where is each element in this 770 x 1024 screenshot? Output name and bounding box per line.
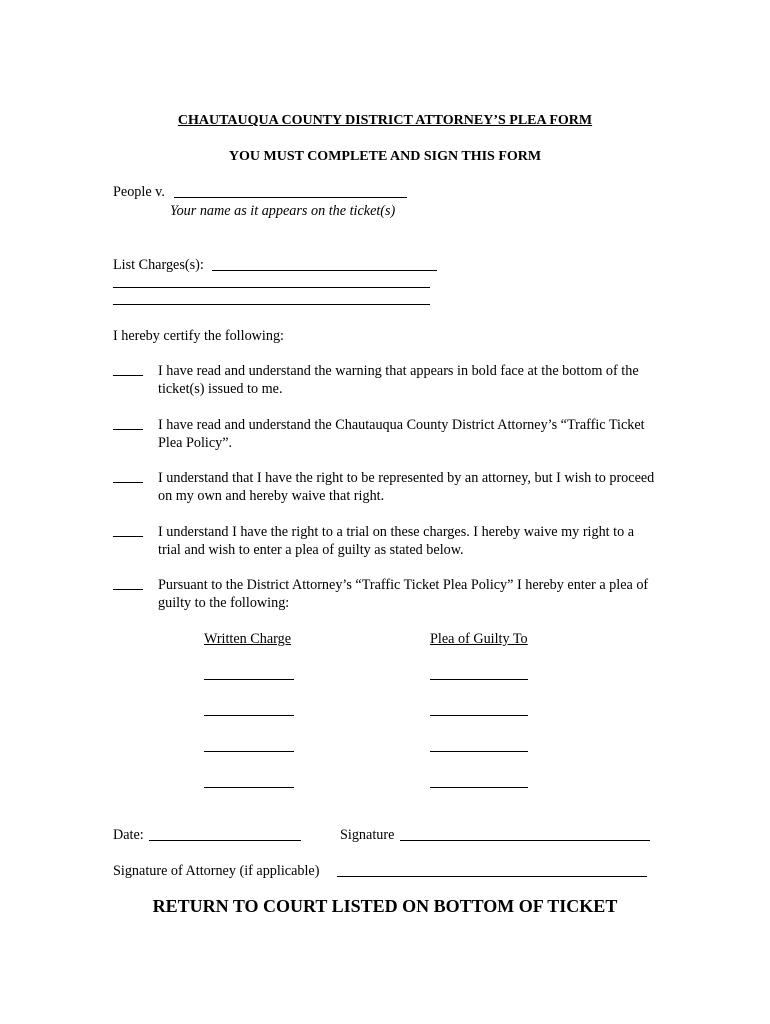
charges-label: List Charges(s): [113, 257, 204, 273]
defendant-name-field[interactable] [174, 197, 407, 198]
signature-label: Signature [340, 827, 395, 843]
plea-line-3[interactable] [430, 751, 528, 752]
certify-label: I hereby certify the following: [113, 328, 284, 344]
people-label: People v. [113, 184, 165, 200]
return-instruction: RETURN TO COURT LISTED ON BOTTOM OF TICKET [152, 896, 618, 916]
charges-line-1[interactable] [212, 270, 437, 271]
certify-item-1: I have read and understand the warning that appears in bold face at the bottom of the ticket(s) issued to me. [158, 363, 639, 397]
date-label: Date: [113, 827, 144, 843]
certify-item-4: I understand I have the right to a trial on these charges. I hereby waive my right to a trial and wish to enter a plea of guilty as stated below. [158, 524, 635, 558]
attorney-signature-label: Signature of Attorney (if applicable) [113, 863, 320, 879]
attorney-signature-field[interactable] [337, 876, 647, 877]
charges-line-2[interactable] [113, 287, 430, 288]
plea-line-4[interactable] [430, 787, 528, 788]
written-charge-line-2[interactable] [204, 715, 294, 716]
initial-blank-3[interactable] [113, 482, 143, 483]
written-charge-line-1[interactable] [204, 679, 294, 680]
plea-line-2[interactable] [430, 715, 528, 716]
certify-item-5: Pursuant to the District Attorney’s “Traffic Ticket Plea Policy” I hereby enter a plea of guilty to the following: [158, 577, 649, 611]
charges-line-3[interactable] [113, 304, 430, 305]
form-title: CHAUTAUQUA COUNTY DISTRICT ATTORNEY’S PLEA FORM [177, 113, 593, 128]
initial-blank-2[interactable] [113, 429, 143, 430]
certify-item-3: I understand that I have the right to be represented by an attorney, but I wish to proceed on my own and hereby waive that right. [158, 470, 655, 504]
col-written-charge: Written Charge [204, 631, 292, 647]
initial-blank-4[interactable] [113, 536, 143, 537]
written-charge-line-4[interactable] [204, 787, 294, 788]
written-charge-line-3[interactable] [204, 751, 294, 752]
plea-line-1[interactable] [430, 679, 528, 680]
col-plea-of-guilty: Plea of Guilty To [430, 631, 528, 647]
initial-blank-5[interactable] [113, 589, 143, 590]
name-hint: Your name as it appears on the ticket(s) [170, 203, 396, 219]
date-field[interactable] [149, 840, 301, 841]
initial-blank-1[interactable] [113, 375, 143, 376]
certify-item-2: I have read and understand the Chautauqua County District Attorney’s “Traffic Ticket Plea Policy”. [158, 417, 645, 451]
signature-field[interactable] [400, 840, 650, 841]
form-subtitle: YOU MUST COMPLETE AND SIGN THIS FORM [228, 149, 542, 164]
